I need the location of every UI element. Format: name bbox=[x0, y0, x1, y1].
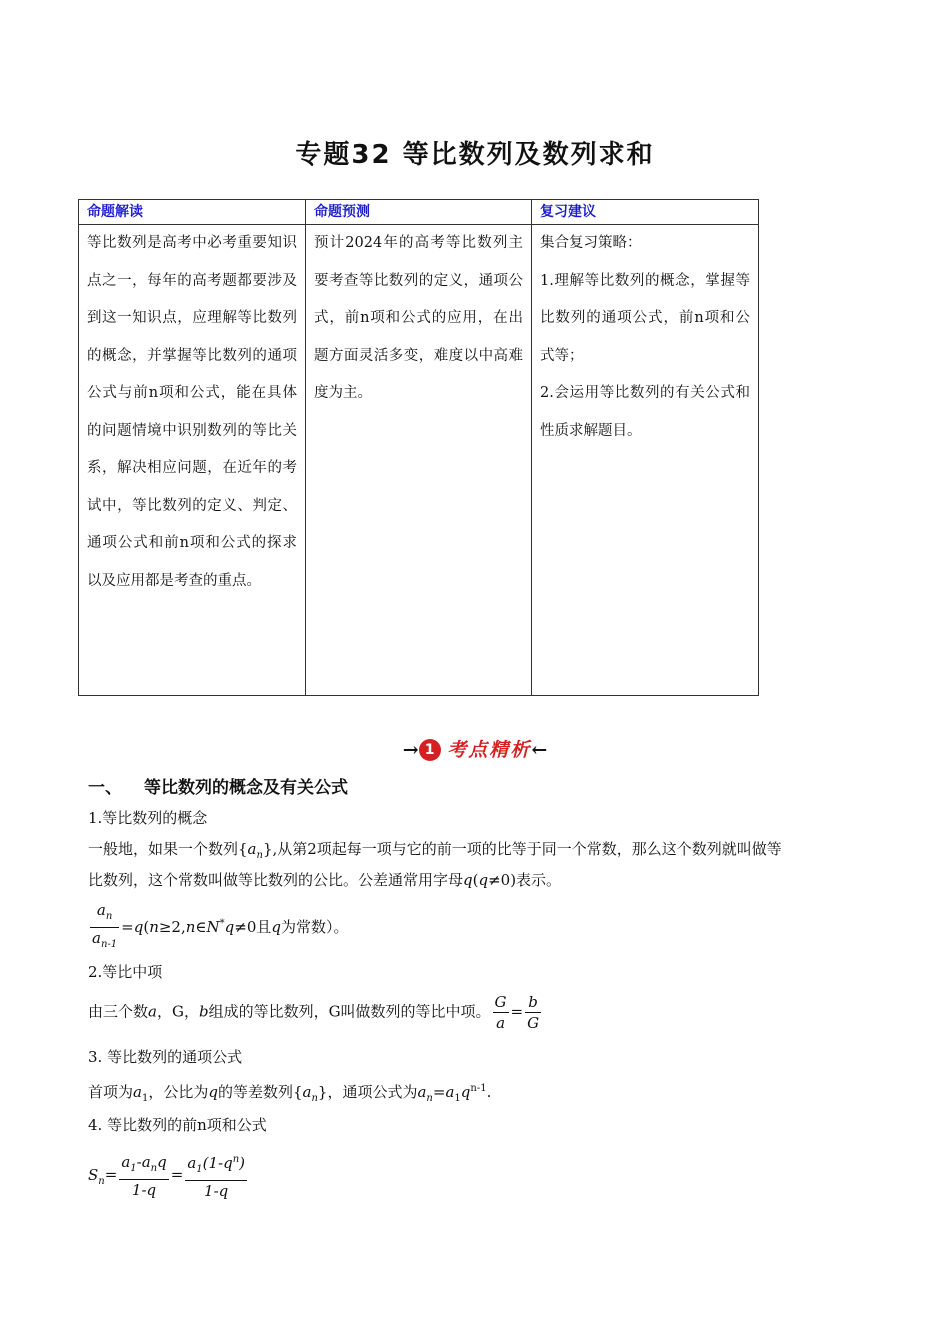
header-interpretation: 命题解读 bbox=[79, 200, 306, 225]
header-suggestion: 复习建议 bbox=[532, 200, 759, 225]
definition-formula: $\frac{a_n}{a_{n-1}}$ =q(n≥2,n∈N*q≠0且q为常数）。 bbox=[88, 900, 349, 955]
header-prediction: 命题预测 bbox=[306, 200, 532, 225]
subheading-sum: 4. 等比数列的前n项和公式 bbox=[88, 1116, 267, 1134]
table-header-row bbox=[79, 200, 759, 225]
general-term-paragraph: 首项为$a_1$，公比为q的等差数列$\{a_n\}$，通项公式为$a_n=a_1q^{n-1}$. bbox=[88, 1083, 492, 1104]
sum-formula: $S_n=$ $\frac{a_1-a_nq}{1-q}$ = $\frac{a_1(1-q^n)}{1-q}$ bbox=[88, 1150, 249, 1201]
number-badge: 1 bbox=[419, 739, 441, 761]
ratio-fraction: $\frac{a_n}{a_{n-1}}$ bbox=[92, 901, 118, 950]
section-number: 一、 bbox=[88, 778, 122, 798]
middle-term-paragraph: 由三个数a，G，b组成的等比数列，G叫做数列的等比中项。 $\frac{G}{a}$ = $\frac{b}{G}$ bbox=[88, 993, 540, 1032]
subheading-general-term: 3. 等比数列的通项公式 bbox=[88, 1048, 243, 1066]
middle-term-fraction-right: $\frac{b}{G}$ bbox=[527, 993, 540, 1032]
cell-interpretation: 等比数列是高考中必考重要知识点之一，每年的高考题都要涉及到这一知识点，应理解等比数列的概念，并掌握等比数列的通项公式与前n项和公式，能在具体的问题情境中识别数列的等比关系，解决相应问题，在近年的考试中，等比数列的定义、判定、通项公式和前n项和公式的探求以及应用都是考查的重点。 bbox=[79, 225, 306, 696]
left-arrow: → bbox=[402, 739, 419, 761]
sum-fraction-2: $\frac{a_1(1-q^n)}{1-q}$ bbox=[185, 1150, 247, 1201]
cell-prediction: 预计2024年的高考等比数列主要考查等比数列的定义，通项公式，前n项和公式的应用，在出题方面灵活多变，难度以中高难度为主。 bbox=[306, 225, 532, 696]
concept-paragraph-line1: 一般地，如果一个数列$\{a_n\}$,从第2项起每一项与它的前一项的比等于同一个常数，那么这个数列就叫做等 bbox=[88, 840, 782, 861]
middle-term-fraction-left: $\frac{G}{a}$ bbox=[494, 993, 507, 1032]
subheading-middle-term: 2.等比中项 bbox=[88, 963, 163, 981]
section-heading bbox=[88, 773, 348, 798]
table-row bbox=[79, 225, 759, 696]
banner-text: 考点精析 bbox=[447, 739, 532, 761]
right-arrow: ← bbox=[531, 739, 548, 761]
section-title: 等比数列的概念及有关公式 bbox=[144, 778, 348, 798]
page-title: 专题32 等比数列及数列求和 bbox=[295, 140, 655, 170]
cell-suggestion: 集合复习策略： 1.理解等比数列的概念，掌握等比数列的通项公式，前n项和公式等； 2.会运用等比数列的有关公式和性质求解题目。 bbox=[532, 225, 759, 696]
overview-table bbox=[78, 199, 759, 696]
subheading-concept: 1.等比数列的概念 bbox=[88, 809, 208, 827]
sum-fraction-1: $\frac{a_1-a_nq}{1-q}$ bbox=[121, 1152, 167, 1199]
section-banner bbox=[0, 735, 950, 762]
concept-paragraph-line2: 比数列，这个常数叫做等比数列的公比。公差通常用字母q(q≠0)表示。 bbox=[88, 871, 562, 889]
